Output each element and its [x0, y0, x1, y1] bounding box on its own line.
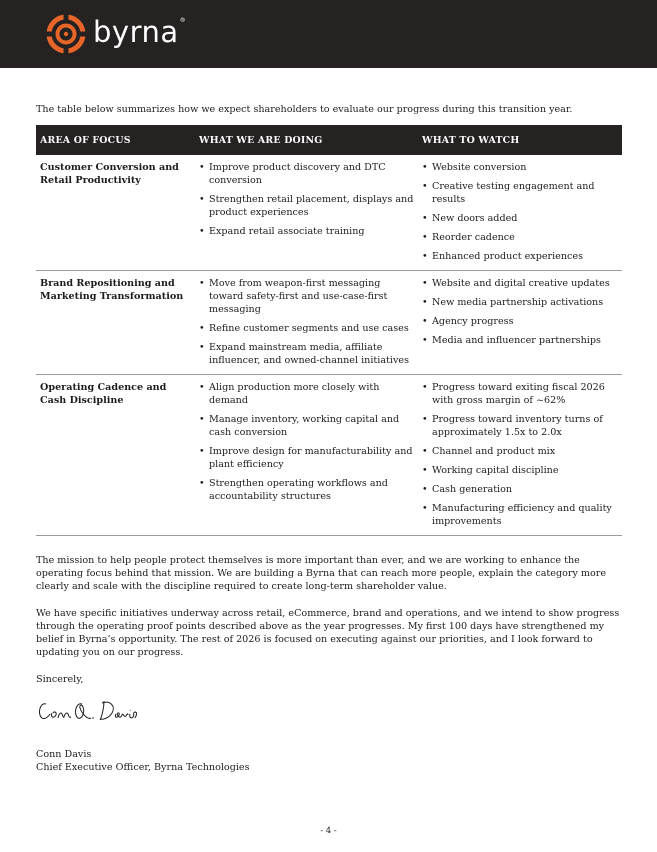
list-item: • New doors added: [422, 212, 618, 225]
focus-table: [36, 125, 622, 536]
page-header: [0, 0, 657, 68]
watch-cell: [418, 271, 622, 375]
doing-cell: [195, 375, 418, 536]
list-item: • Channel and product mix: [422, 445, 618, 458]
list-item: • Expand mainstream media, affiliate influencer, and owned-channel initiatives: [199, 341, 414, 367]
list-item: • Expand retail associate training: [199, 225, 414, 238]
list-item: • Manage inventory, working capital and cash conversion: [199, 413, 414, 439]
list-item: • Cash generation: [422, 483, 618, 496]
list-item: • Improve design for manufacturability and plant efficiency: [199, 445, 414, 471]
list-item: • Manufacturing efficiency and quality improvements: [422, 502, 618, 528]
list-item: • Progress toward exiting fiscal 2026 with gross margin of ~62%: [422, 381, 618, 407]
list-item: • Improve product discovery and DTC conversion: [199, 161, 414, 187]
intro-text: The table below summarizes how we expect shareholders to evaluate our progress during this transition year.: [36, 104, 573, 115]
list-item: • Reorder cadence: [422, 231, 618, 244]
letter-body: [36, 103, 622, 774]
list-item: • Move from weapon-first messaging toward safety-first and use-case-first messaging: [199, 277, 414, 316]
list-item: • Website and digital creative updates: [422, 277, 618, 290]
list-item: • Agency progress: [422, 315, 618, 328]
table-row: [36, 271, 622, 375]
area-cell: Brand Repositioning and Marketing Transformation: [36, 271, 195, 375]
list-item: • New media partnership activations: [422, 296, 618, 309]
signature-icon: [36, 696, 146, 726]
body-paragraph: We have specific initiatives underway across retail, eCommerce, brand and operations, and we intend to show progress through the operating proof points described above as the year progresses. My first 100 days have strengthened my belief in Byrna’s opportunity. The rest of 2026 is focused on executing against our priorities, and I look forward to updating you on our progress.: [36, 608, 620, 658]
logo-wordmark: byrna: [93, 14, 179, 49]
list-item: • Strengthen retail placement, displays and product experiences: [199, 193, 414, 219]
area-cell: Operating Cadence and Cash Discipline: [36, 375, 195, 536]
registered-mark: ®: [179, 16, 186, 24]
list-item: • Website conversion: [422, 161, 618, 174]
table-row: [36, 155, 622, 271]
column-header-area: AREA OF FOCUS: [36, 125, 195, 155]
closing-salutation: Sincerely,: [36, 674, 84, 685]
column-header-watch: WHAT TO WATCH: [418, 125, 622, 155]
watch-cell: [418, 155, 622, 271]
body-paragraph: The mission to help people protect themselves is more important than ever, and we are working to enhance the operating focus behind that mission. We are building a Byrna that can reach more people, explain the category more clearly and scale with the discipline required to create long-term shareholder value.: [36, 555, 607, 592]
list-item: • Enhanced product experiences: [422, 250, 618, 263]
doing-cell: [195, 155, 418, 271]
doing-cell: [195, 271, 418, 375]
byrna-target-icon: [44, 12, 88, 56]
list-item: • Align production more closely with demand: [199, 381, 414, 407]
signer-block: [36, 748, 622, 774]
list-item: • Creative testing engagement and results: [422, 180, 618, 206]
list-item: • Refine customer segments and use cases: [199, 322, 414, 335]
signer-name: Conn Davis: [36, 748, 92, 760]
table-header-row: [36, 125, 622, 155]
list-item: • Progress toward inventory turns of approximately 1.5x to 2.0x: [422, 413, 618, 439]
column-header-doing: WHAT WE ARE DOING: [195, 125, 418, 155]
list-item: • Media and influencer partnerships: [422, 334, 618, 347]
area-cell: Customer Conversion and Retail Productivity: [36, 155, 195, 271]
watch-cell: [418, 375, 622, 536]
list-item: • Strengthen operating workflows and accountability structures: [199, 477, 414, 503]
table-row: [36, 375, 622, 536]
signature-image: [36, 696, 622, 736]
list-item: • Working capital discipline: [422, 464, 618, 477]
byrna-logo: [44, 12, 186, 56]
signer-title: Chief Executive Officer, Byrna Technologies: [36, 761, 250, 773]
page-number: - 4 -: [320, 826, 337, 836]
